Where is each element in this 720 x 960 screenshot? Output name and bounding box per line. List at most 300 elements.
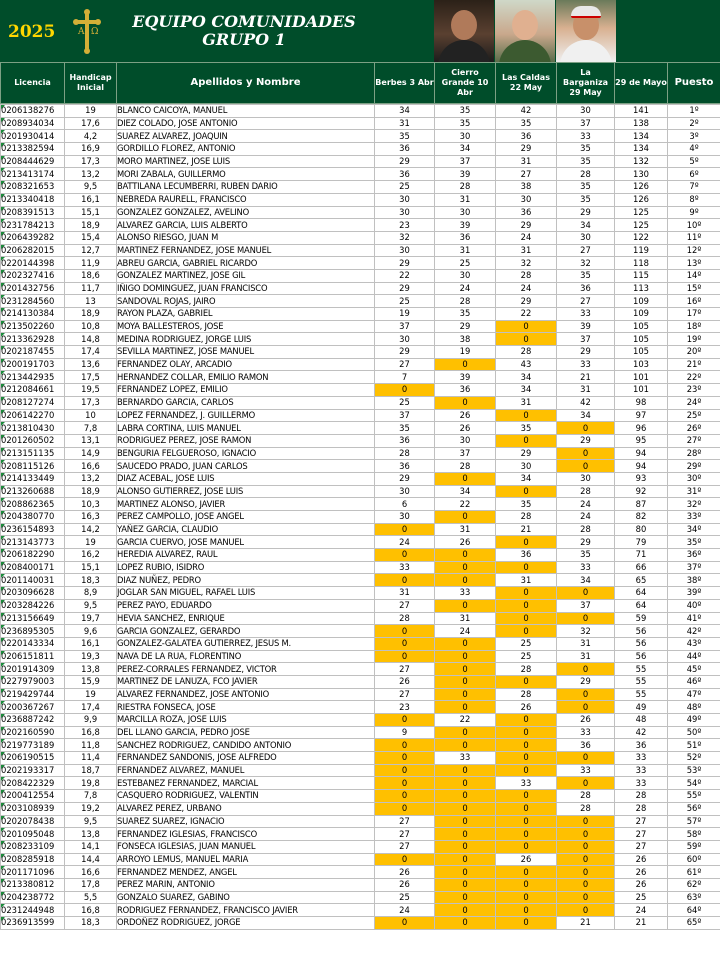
total-score: 25 — [615, 891, 668, 904]
total-score: 126 — [615, 193, 668, 206]
handicap-cell: 17,6 — [65, 117, 117, 130]
header-banner — [0, 0, 720, 62]
player-name-cell: SANCHEZ RODRIGUEZ, CANDIDO ANTONIO — [117, 739, 375, 752]
round-4-score: 31 — [557, 637, 615, 650]
player-name-cell: BENGURIA FELGUEROSO, IGNACIO — [117, 447, 375, 460]
round-1-score: 27 — [375, 828, 435, 841]
position-cell: 56º — [668, 802, 720, 815]
position-cell: 15º — [668, 282, 720, 295]
position-cell: 11º — [668, 231, 720, 244]
position-cell: 33º — [668, 511, 720, 524]
position-cell: 26º — [668, 422, 720, 435]
total-score: 71 — [615, 549, 668, 562]
position-cell: 14º — [668, 269, 720, 282]
round-4-score: 30 — [557, 231, 615, 244]
total-score: 56 — [615, 625, 668, 638]
handicap-cell: 9,5 — [65, 181, 117, 194]
position-cell: 20º — [668, 346, 720, 359]
round-3-score: 0 — [496, 815, 557, 828]
round-2-score: 0 — [435, 828, 496, 841]
round-2-score: 33 — [435, 587, 496, 600]
position-cell: 48º — [668, 701, 720, 714]
total-score: 56 — [615, 637, 668, 650]
handicap-cell: 9,9 — [65, 714, 117, 727]
player-name-cell: ORDOÑEZ RODRIGUEZ, JORGE — [117, 917, 375, 930]
total-score: 42 — [615, 726, 668, 739]
round-1-score: 30 — [375, 485, 435, 498]
table-row — [1, 904, 720, 917]
total-score: 26 — [615, 878, 668, 891]
handicap-cell: 18,9 — [65, 308, 117, 321]
licencia-cell: 0201095048 — [1, 828, 65, 841]
round-1-score: 25 — [375, 396, 435, 409]
total-score: 109 — [615, 308, 668, 321]
position-cell: 22º — [668, 371, 720, 384]
position-cell: 5º — [668, 155, 720, 168]
round-2-score: 24 — [435, 282, 496, 295]
handicap-cell: 13,6 — [65, 358, 117, 371]
table-row — [1, 231, 720, 244]
table-row — [1, 396, 720, 409]
round-3-score: 0 — [496, 891, 557, 904]
position-cell: 18º — [668, 320, 720, 333]
handicap-cell: 9,5 — [65, 599, 117, 612]
round-3-score: 36 — [496, 206, 557, 219]
licencia-cell: 0206282015 — [1, 244, 65, 257]
position-cell: 59º — [668, 840, 720, 853]
total-score: 134 — [615, 143, 668, 156]
table-row — [1, 434, 720, 447]
round-4-score: 0 — [557, 688, 615, 701]
total-score: 27 — [615, 840, 668, 853]
player-name-cell: MARTINEZ DE LANUZA, FCO JAVIER — [117, 675, 375, 688]
player-name-cell: RAYON PLAZA, GABRIEL — [117, 308, 375, 321]
round-1-score: 0 — [375, 625, 435, 638]
total-score: 48 — [615, 714, 668, 727]
total-score: 65 — [615, 574, 668, 587]
table-row — [1, 866, 720, 879]
round-3-score: 22 — [496, 308, 557, 321]
round-3-score: 29 — [496, 219, 557, 232]
total-score: 105 — [615, 333, 668, 346]
round-1-score: 29 — [375, 155, 435, 168]
standings-table — [0, 104, 720, 930]
round-3-score: 0 — [496, 612, 557, 625]
round-4-score: 0 — [557, 866, 615, 879]
round-1-score: 0 — [375, 790, 435, 803]
position-cell: 49º — [668, 714, 720, 727]
player-name-cell: PEREZ MARIN, ANTONIO — [117, 878, 375, 891]
handicap-cell: 16,1 — [65, 193, 117, 206]
total-score: 28 — [615, 802, 668, 815]
table-row — [1, 650, 720, 663]
total-score: 93 — [615, 472, 668, 485]
round-4-score: 0 — [557, 447, 615, 460]
col-round-1: Berbes 3 Abr — [375, 63, 435, 104]
round-1-score: 30 — [375, 244, 435, 257]
page-title: EQUIPO COMUNIDADES — [132, 12, 356, 31]
position-cell: 27º — [668, 434, 720, 447]
total-score: 101 — [615, 371, 668, 384]
total-score: 33 — [615, 777, 668, 790]
round-1-score: 33 — [375, 561, 435, 574]
table-row — [1, 891, 720, 904]
player-name-cell: MARCILLA ROZA, JOSE LUIS — [117, 714, 375, 727]
handicap-cell: 19 — [65, 688, 117, 701]
table-row — [1, 257, 720, 270]
col-round-4: La Barganiza 29 May — [557, 63, 615, 104]
round-2-score: 26 — [435, 536, 496, 549]
player-name-cell: MORO MARTINEZ, JOSE LUIS — [117, 155, 375, 168]
table-row — [1, 815, 720, 828]
player-name-cell: ABREU GARCIA, GABRIEL RICARDO — [117, 257, 375, 270]
round-3-score: 0 — [496, 714, 557, 727]
round-4-score: 37 — [557, 333, 615, 346]
round-4-score: 0 — [557, 752, 615, 765]
round-4-score: 28 — [557, 485, 615, 498]
licencia-cell: 0214133449 — [1, 472, 65, 485]
round-1-score: 0 — [375, 764, 435, 777]
round-1-score: 37 — [375, 320, 435, 333]
position-cell: 2º — [668, 117, 720, 130]
round-3-score: 35 — [496, 498, 557, 511]
handicap-cell: 18,3 — [65, 917, 117, 930]
total-score: 79 — [615, 536, 668, 549]
handicap-cell: 15,1 — [65, 561, 117, 574]
handicap-cell: 16,6 — [65, 866, 117, 879]
handicap-cell: 16,1 — [65, 637, 117, 650]
total-score: 26 — [615, 853, 668, 866]
round-1-score: 7 — [375, 371, 435, 384]
round-4-score: 34 — [557, 219, 615, 232]
handicap-cell: 12,7 — [65, 244, 117, 257]
round-1-score: 27 — [375, 840, 435, 853]
handicap-cell: 11,9 — [65, 257, 117, 270]
round-3-score: 35 — [496, 117, 557, 130]
round-4-score: 30 — [557, 472, 615, 485]
table-row — [1, 764, 720, 777]
total-score: 94 — [615, 447, 668, 460]
licencia-cell: 0236887242 — [1, 714, 65, 727]
total-score: 64 — [615, 599, 668, 612]
round-2-score: 31 — [435, 523, 496, 536]
player-name-cell: FERNANDEZ MENDEZ, ANGEL — [117, 866, 375, 879]
licencia-cell: 0202160590 — [1, 726, 65, 739]
player-name-cell: SUAREZ ALVAREZ, JOAQUIN — [117, 130, 375, 143]
round-1-score: 23 — [375, 701, 435, 714]
round-1-score: 6 — [375, 498, 435, 511]
table-row — [1, 790, 720, 803]
player-name-cell: MARTINEZ ALONSO, JAVIER — [117, 498, 375, 511]
round-3-score: 28 — [496, 269, 557, 282]
licencia-cell: 0208400171 — [1, 561, 65, 574]
handicap-cell: 11,7 — [65, 282, 117, 295]
round-3-score: 27 — [496, 168, 557, 181]
total-score: 24 — [615, 904, 668, 917]
round-4-score: 0 — [557, 422, 615, 435]
position-cell: 34º — [668, 523, 720, 536]
total-score: 27 — [615, 815, 668, 828]
handicap-cell: 16,3 — [65, 511, 117, 524]
round-4-score: 21 — [557, 371, 615, 384]
handicap-cell: 13 — [65, 295, 117, 308]
total-score: 33 — [615, 764, 668, 777]
round-3-score: 36 — [496, 549, 557, 562]
table-row — [1, 840, 720, 853]
round-2-score: 36 — [435, 231, 496, 244]
round-2-score: 31 — [435, 612, 496, 625]
round-3-score: 34 — [496, 472, 557, 485]
position-cell: 51º — [668, 739, 720, 752]
player-name-cell: GONZALEZ MARTINEZ, JOSE GIL — [117, 269, 375, 282]
player-name-cell: HEREDIA ALVAREZ, RAUL — [117, 549, 375, 562]
round-2-score: 34 — [435, 485, 496, 498]
licencia-cell: 0213151135 — [1, 447, 65, 460]
round-2-score: 0 — [435, 726, 496, 739]
total-score: 66 — [615, 561, 668, 574]
total-score: 95 — [615, 434, 668, 447]
round-3-score: 34 — [496, 384, 557, 397]
handicap-cell: 17,5 — [65, 371, 117, 384]
table-row — [1, 422, 720, 435]
round-3-score: 0 — [496, 485, 557, 498]
round-2-score: 0 — [435, 396, 496, 409]
table-row — [1, 295, 720, 308]
licencia-cell: 0208934034 — [1, 117, 65, 130]
licencia-cell: 0220143334 — [1, 637, 65, 650]
round-4-score: 0 — [557, 904, 615, 917]
round-1-score: 0 — [375, 777, 435, 790]
player-name-cell: ARROYO LEMUS, MANUEL MARIA — [117, 853, 375, 866]
position-cell: 41º — [668, 612, 720, 625]
player-name-cell: DEL LLANO GARCIA, PEDRO JOSE — [117, 726, 375, 739]
round-1-score: 34 — [375, 105, 435, 118]
round-1-score: 30 — [375, 511, 435, 524]
round-4-score: 21 — [557, 917, 615, 930]
licencia-cell: 0236895305 — [1, 625, 65, 638]
svg-text:Ω: Ω — [91, 27, 99, 37]
col-puesto: Puesto — [668, 63, 720, 104]
total-score: 36 — [615, 739, 668, 752]
round-3-score: 0 — [496, 675, 557, 688]
licencia-cell: 0213380812 — [1, 878, 65, 891]
player-name-cell: LOPEZ FERNANDEZ, J. GUILLERMO — [117, 409, 375, 422]
round-1-score: 27 — [375, 358, 435, 371]
total-score: 134 — [615, 130, 668, 143]
player-name-cell: MEDINA RODRIGUEZ, JORGE LUIS — [117, 333, 375, 346]
round-2-score: 0 — [435, 853, 496, 866]
round-2-score: 0 — [435, 815, 496, 828]
position-cell: 37º — [668, 561, 720, 574]
round-1-score: 32 — [375, 231, 435, 244]
player-name-cell: PEREZ CAMPOLLO, JOSE ANGEL — [117, 511, 375, 524]
round-4-score: 0 — [557, 853, 615, 866]
round-4-score: 36 — [557, 282, 615, 295]
round-2-score: 0 — [435, 637, 496, 650]
table-row — [1, 523, 720, 536]
position-cell: 62º — [668, 878, 720, 891]
round-1-score: 30 — [375, 333, 435, 346]
position-cell: 8º — [668, 193, 720, 206]
total-score: 115 — [615, 269, 668, 282]
player-name-cell: LOPEZ RUBIO, ISIDRO — [117, 561, 375, 574]
handicap-cell: 10,3 — [65, 498, 117, 511]
licencia-cell: 0201432756 — [1, 282, 65, 295]
round-1-score: 23 — [375, 219, 435, 232]
handicap-cell: 5,5 — [65, 891, 117, 904]
round-2-score: 19 — [435, 346, 496, 359]
handicap-cell: 16,2 — [65, 549, 117, 562]
table-row — [1, 244, 720, 257]
licencia-cell: 0203096628 — [1, 587, 65, 600]
player-name-cell: MOYA BALLESTEROS, JOSE — [117, 320, 375, 333]
round-1-score: 0 — [375, 739, 435, 752]
handicap-cell: 14,8 — [65, 333, 117, 346]
total-score: 56 — [615, 650, 668, 663]
round-2-score: 35 — [435, 308, 496, 321]
total-score: 55 — [615, 688, 668, 701]
handicap-cell: 14,2 — [65, 523, 117, 536]
licencia-cell: 0213340418 — [1, 193, 65, 206]
player-name-cell: JOGLAR SAN MIGUEL, RAFAEL LUIS — [117, 587, 375, 600]
table-row — [1, 155, 720, 168]
round-2-score: 24 — [435, 625, 496, 638]
round-2-score: 26 — [435, 422, 496, 435]
licencia-cell: 0204380770 — [1, 511, 65, 524]
position-cell: 7º — [668, 181, 720, 194]
round-4-score: 28 — [557, 802, 615, 815]
round-1-score: 31 — [375, 117, 435, 130]
round-4-score: 32 — [557, 257, 615, 270]
table-row — [1, 282, 720, 295]
handicap-cell: 13,2 — [65, 472, 117, 485]
handicap-cell: 17,4 — [65, 346, 117, 359]
round-3-score: 0 — [496, 625, 557, 638]
position-cell: 19º — [668, 333, 720, 346]
table-row — [1, 308, 720, 321]
total-score: 101 — [615, 384, 668, 397]
total-score: 109 — [615, 295, 668, 308]
round-3-score: 21 — [496, 523, 557, 536]
table-row — [1, 688, 720, 701]
round-4-score: 34 — [557, 574, 615, 587]
handicap-cell: 19,8 — [65, 777, 117, 790]
table-row — [1, 587, 720, 600]
round-3-score: 26 — [496, 701, 557, 714]
handicap-cell: 17,3 — [65, 396, 117, 409]
table-row — [1, 549, 720, 562]
round-2-score: 0 — [435, 358, 496, 371]
year-label: 2025 — [8, 22, 56, 42]
position-cell: 39º — [668, 587, 720, 600]
table-row — [1, 752, 720, 765]
licencia-cell: 0201930414 — [1, 130, 65, 143]
player-name-cell: IÑIGO DOMINGUEZ, JUAN FRANCISCO — [117, 282, 375, 295]
round-1-score: 27 — [375, 688, 435, 701]
licencia-cell: 0227979003 — [1, 675, 65, 688]
player-name-cell: GONZALEZ GONZALEZ, AVELINO — [117, 206, 375, 219]
round-3-score: 26 — [496, 853, 557, 866]
round-4-score: 29 — [557, 536, 615, 549]
round-1-score: 26 — [375, 866, 435, 879]
table-row — [1, 358, 720, 371]
round-1-score: 28 — [375, 447, 435, 460]
player-name-cell: DIAZ ACEBAL, JOSE LUIS — [117, 472, 375, 485]
table-row — [1, 117, 720, 130]
player-name-cell: FERNANDEZ OLAY, ARCADIO — [117, 358, 375, 371]
round-3-score: 43 — [496, 358, 557, 371]
round-2-score: 39 — [435, 168, 496, 181]
round-3-score: 31 — [496, 155, 557, 168]
round-1-score: 36 — [375, 143, 435, 156]
round-1-score: 25 — [375, 181, 435, 194]
table-row — [1, 181, 720, 194]
position-cell: 43º — [668, 637, 720, 650]
round-4-score: 33 — [557, 561, 615, 574]
position-cell: 42º — [668, 625, 720, 638]
total-score: 119 — [615, 244, 668, 257]
licencia-cell: 0203108939 — [1, 802, 65, 815]
round-2-score: 0 — [435, 764, 496, 777]
round-3-score: 29 — [496, 447, 557, 460]
round-3-score: 38 — [496, 181, 557, 194]
player-name-cell: GORDILLO FLOREZ, ANTONIO — [117, 143, 375, 156]
total-score: 97 — [615, 409, 668, 422]
player-name-cell: DIAZ NUÑEZ, PEDRO — [117, 574, 375, 587]
licencia-cell: 0231284560 — [1, 295, 65, 308]
round-1-score: 25 — [375, 891, 435, 904]
position-cell: 28º — [668, 447, 720, 460]
round-1-score: 25 — [375, 295, 435, 308]
round-4-score: 0 — [557, 828, 615, 841]
handicap-cell: 13,8 — [65, 663, 117, 676]
player-name-cell: PEREZ-CORRALES FERNANDEZ, VICTOR — [117, 663, 375, 676]
position-cell: 6º — [668, 168, 720, 181]
round-1-score: 28 — [375, 612, 435, 625]
round-1-score: 29 — [375, 346, 435, 359]
round-4-score: 33 — [557, 130, 615, 143]
round-4-score: 0 — [557, 701, 615, 714]
licencia-cell: 0231784213 — [1, 219, 65, 232]
round-1-score: 0 — [375, 752, 435, 765]
player-name-cell: BATTILANA LECUMBERRI, RUBEN DARIO — [117, 181, 375, 194]
position-cell: 40º — [668, 599, 720, 612]
round-1-score: 35 — [375, 422, 435, 435]
total-score: 125 — [615, 219, 668, 232]
player-name-cell: PEREZ PAYO, EDUARDO — [117, 599, 375, 612]
total-score: 92 — [615, 485, 668, 498]
player-name-cell: FERNANDEZ IGLESIAS, FRANCISCO — [117, 828, 375, 841]
player-name-cell: HERNANDEZ COLLAR, EMILIO RAMON — [117, 371, 375, 384]
total-score: 122 — [615, 231, 668, 244]
round-2-score: 0 — [435, 790, 496, 803]
round-1-score: 27 — [375, 815, 435, 828]
round-4-score: 35 — [557, 143, 615, 156]
player-name-cell: GARCIA CUERVO, JOSE MANUEL — [117, 536, 375, 549]
round-4-score: 33 — [557, 764, 615, 777]
round-1-score: 0 — [375, 917, 435, 930]
round-2-score: 0 — [435, 802, 496, 815]
round-1-score: 9 — [375, 726, 435, 739]
licencia-cell: 0213502260 — [1, 320, 65, 333]
round-4-score: 0 — [557, 587, 615, 600]
round-2-score: 0 — [435, 650, 496, 663]
position-cell: 1º — [668, 105, 720, 118]
handicap-cell: 19 — [65, 105, 117, 118]
handicap-cell: 4,2 — [65, 130, 117, 143]
table-row — [1, 599, 720, 612]
round-3-score: 0 — [496, 828, 557, 841]
